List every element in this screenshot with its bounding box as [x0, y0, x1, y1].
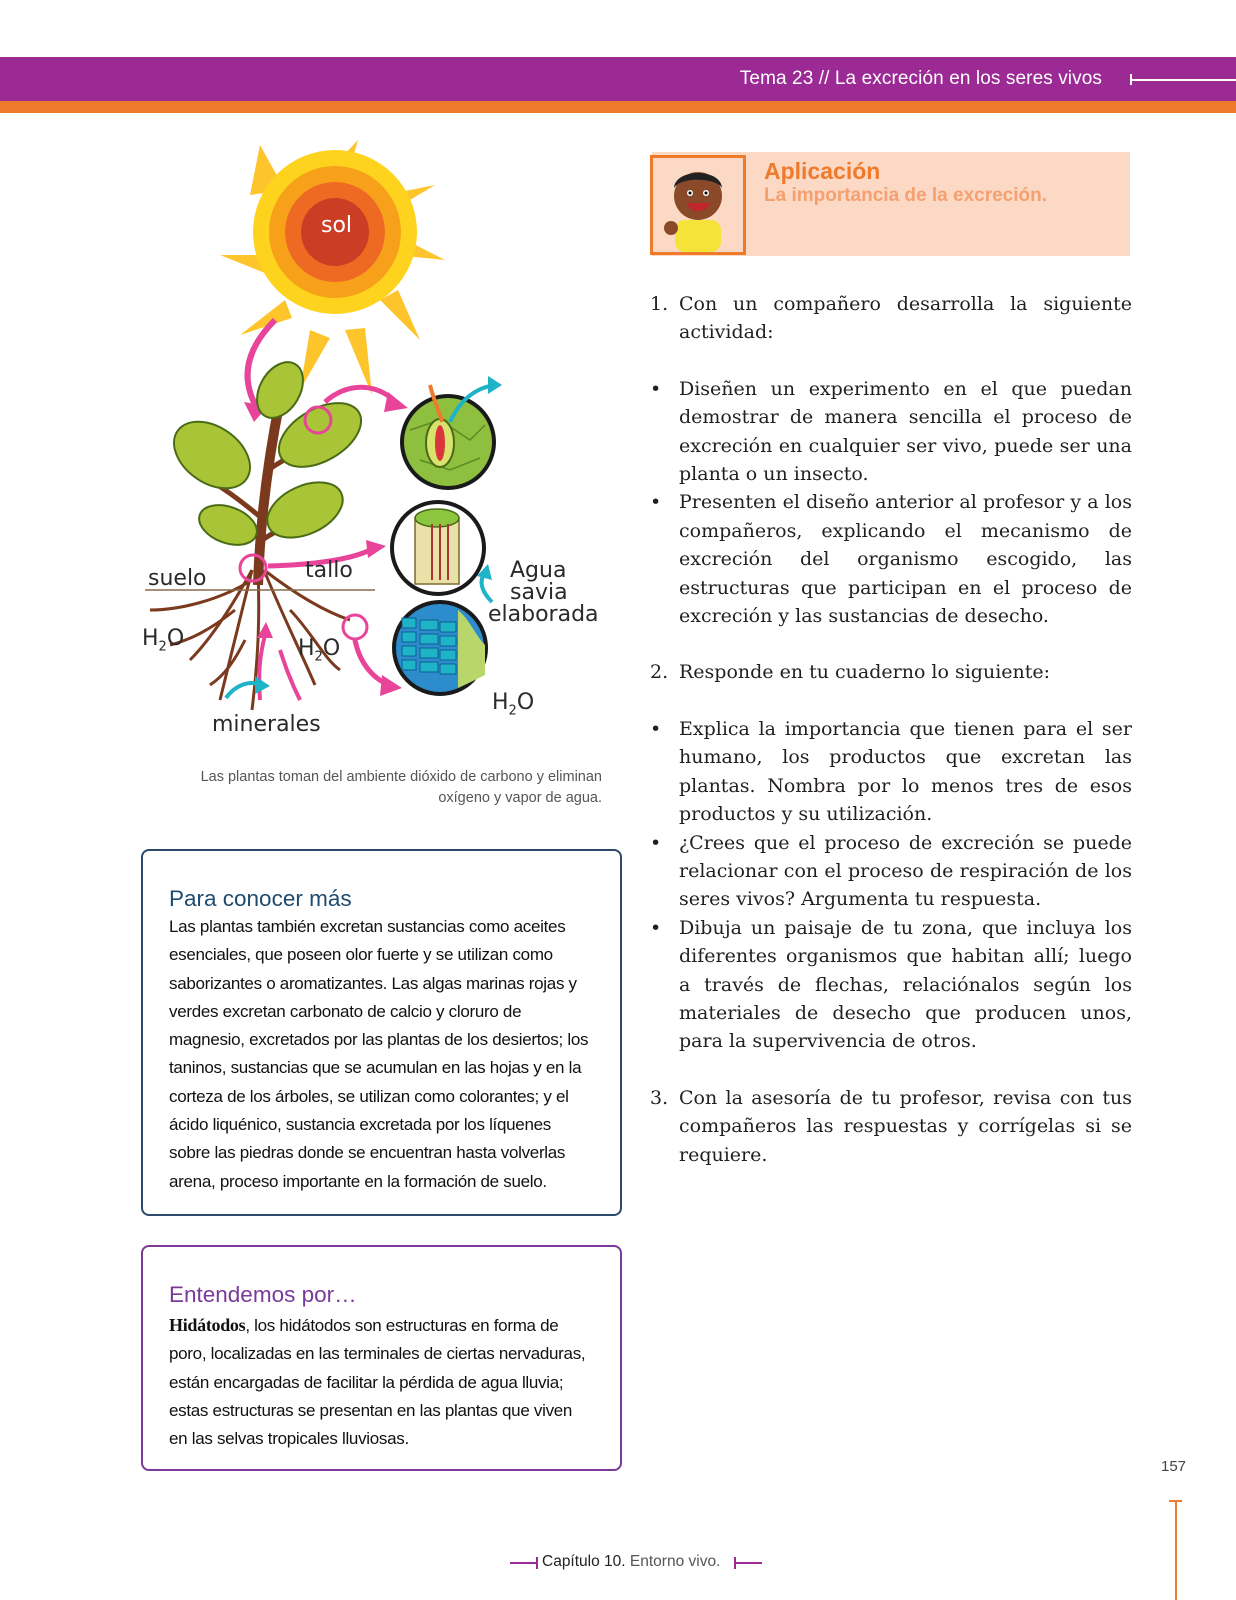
entendemos-title: Entendemos por… [169, 1282, 357, 1307]
bullet-item [650, 715, 1132, 829]
student-avatar-icon [653, 158, 743, 252]
avatar [650, 155, 746, 255]
footer-rule-left [510, 1562, 536, 1564]
label-minerales: minerales [212, 712, 321, 737]
page-rule [1175, 1500, 1177, 1600]
activity-number: 1. [650, 293, 669, 315]
entendemos-definition: , los hidátodos son estructuras en forma de poro, localizadas en las terminales de ciertas nervaduras, están encargadas de facilitar la pérdida de agua lluvia; estas estructuras se presentan en las plantas que viven en las selvas tropicales lluviosas. [169, 1316, 586, 1449]
bullet-icon: • [650, 717, 662, 740]
entendemos-box [141, 1245, 622, 1471]
activity-number: 3. [650, 1086, 669, 1109]
footer-chapter: Capítulo 10. [542, 1553, 626, 1570]
activity-item-2 [650, 658, 1132, 686]
bullet-text: Dibuja un paisaje de tu zona, que incluya los diferentes organismos que habitan allí; luego a través de flechas, relaciónalos según los materiales de desecho que producen unos, para la supervivencia de otros. [679, 916, 1132, 1053]
bullet-icon: • [650, 831, 662, 854]
label-elaborada: elaborada [488, 602, 599, 627]
label-savia: savia [510, 580, 568, 605]
page-number: 157 [1161, 1458, 1187, 1475]
activity-item-3 [650, 1084, 1132, 1169]
bullet-text: Presenten el diseño anterior al profesor y a los compañeros, explicando el mecanismo de excreción del organismo escogido, las estructuras que participan en el proceso de excreción y las sustancias de desecho. [679, 491, 1132, 628]
activity-text: Con la asesoría de tu profesor, revisa con tus compañeros las respuestas y corrígelas si se requiere. [679, 1086, 1132, 1166]
header-title: Tema 23 // La excreción en los seres vivos [739, 68, 1102, 89]
activities-list [650, 290, 1132, 1169]
label-agua: Agua [510, 558, 567, 583]
para-conocer-title: Para conocer más [169, 886, 352, 911]
bullet-item [650, 914, 1132, 1056]
label-h2o-mid: $H_2O$ [298, 636, 341, 665]
label-h2o-left: $H_2O$ [142, 626, 185, 655]
para-conocer-body: Las plantas también excretan sustancias como aceites esenciales, que poseen olor fuerte y se utilizan como saborizantes o aromatizantes. Las algas marinas rojas y verdes excretan carbonato de calcio y cloruro de magnesio, excretados por las plantas de los desiertos; los taninos, sustancias que se acumulan en las hojas y en la corteza de los árboles, se utilizan como colorantes; y el ácido liquénico, sustancia excretada por los líquenes sobre las piedras donde se encuentran hasta volverlas arena, proceso importante en la formación de suelo. [169, 917, 589, 1191]
header-accent-line [0, 101, 1236, 113]
aplicacion-subtitle: La importancia de la excreción. [764, 185, 1047, 206]
plant-excretion-figure [140, 140, 610, 740]
activity-item-1 [650, 290, 1132, 347]
plant-illustration [140, 140, 610, 740]
entendemos-body [169, 1311, 594, 1453]
bullet-icon: • [650, 377, 662, 400]
label-h2o-right: $H_2O$ [492, 690, 535, 719]
figure-caption: Las plantas toman del ambiente dióxido de carbono y eliminan oxígeno y vapor de agua. [200, 769, 602, 806]
label-tallo: tallo [305, 558, 353, 583]
footer-subtitle: Entorno vivo. [629, 1553, 721, 1570]
bullet-icon: • [650, 916, 662, 939]
footer-tick-left [536, 1557, 538, 1569]
bullet-text: Explica la importancia que tienen para el ser humano, los productos que excretan las plantas. Nombra por lo menos tres de esos productos y su utilización. [679, 717, 1132, 826]
entendemos-term: Hidátodos [169, 1315, 246, 1335]
bullet-item [650, 488, 1132, 630]
activity-text: Con un compañero desarrolla la siguiente actividad: [679, 293, 1132, 344]
header-rule [1132, 79, 1236, 81]
bullet-item [650, 829, 1132, 914]
footer [542, 1553, 720, 1571]
aplicacion-title: Aplicación [764, 158, 881, 184]
activity-text: Responde en tu cuaderno lo siguiente: [679, 661, 1051, 684]
bullet-text: Diseñen un experimento en el que puedan demostrar de manera sencilla el proceso de excreción en cualquier ser vivo, puede ser una planta o un insecto. [679, 377, 1132, 486]
label-sol: sol [321, 213, 353, 238]
footer-rule-right [734, 1562, 762, 1564]
para-conocer-box [141, 849, 622, 1216]
bullet-item [650, 375, 1132, 489]
activity-number: 2. [650, 661, 669, 684]
bullet-icon: • [650, 491, 662, 514]
label-suelo: suelo [148, 566, 207, 591]
bullet-text: ¿Crees que el proceso de excreción se puede relacionar con el proceso de respiración de los seres vivos? Argumenta tu respuesta. [679, 831, 1132, 911]
